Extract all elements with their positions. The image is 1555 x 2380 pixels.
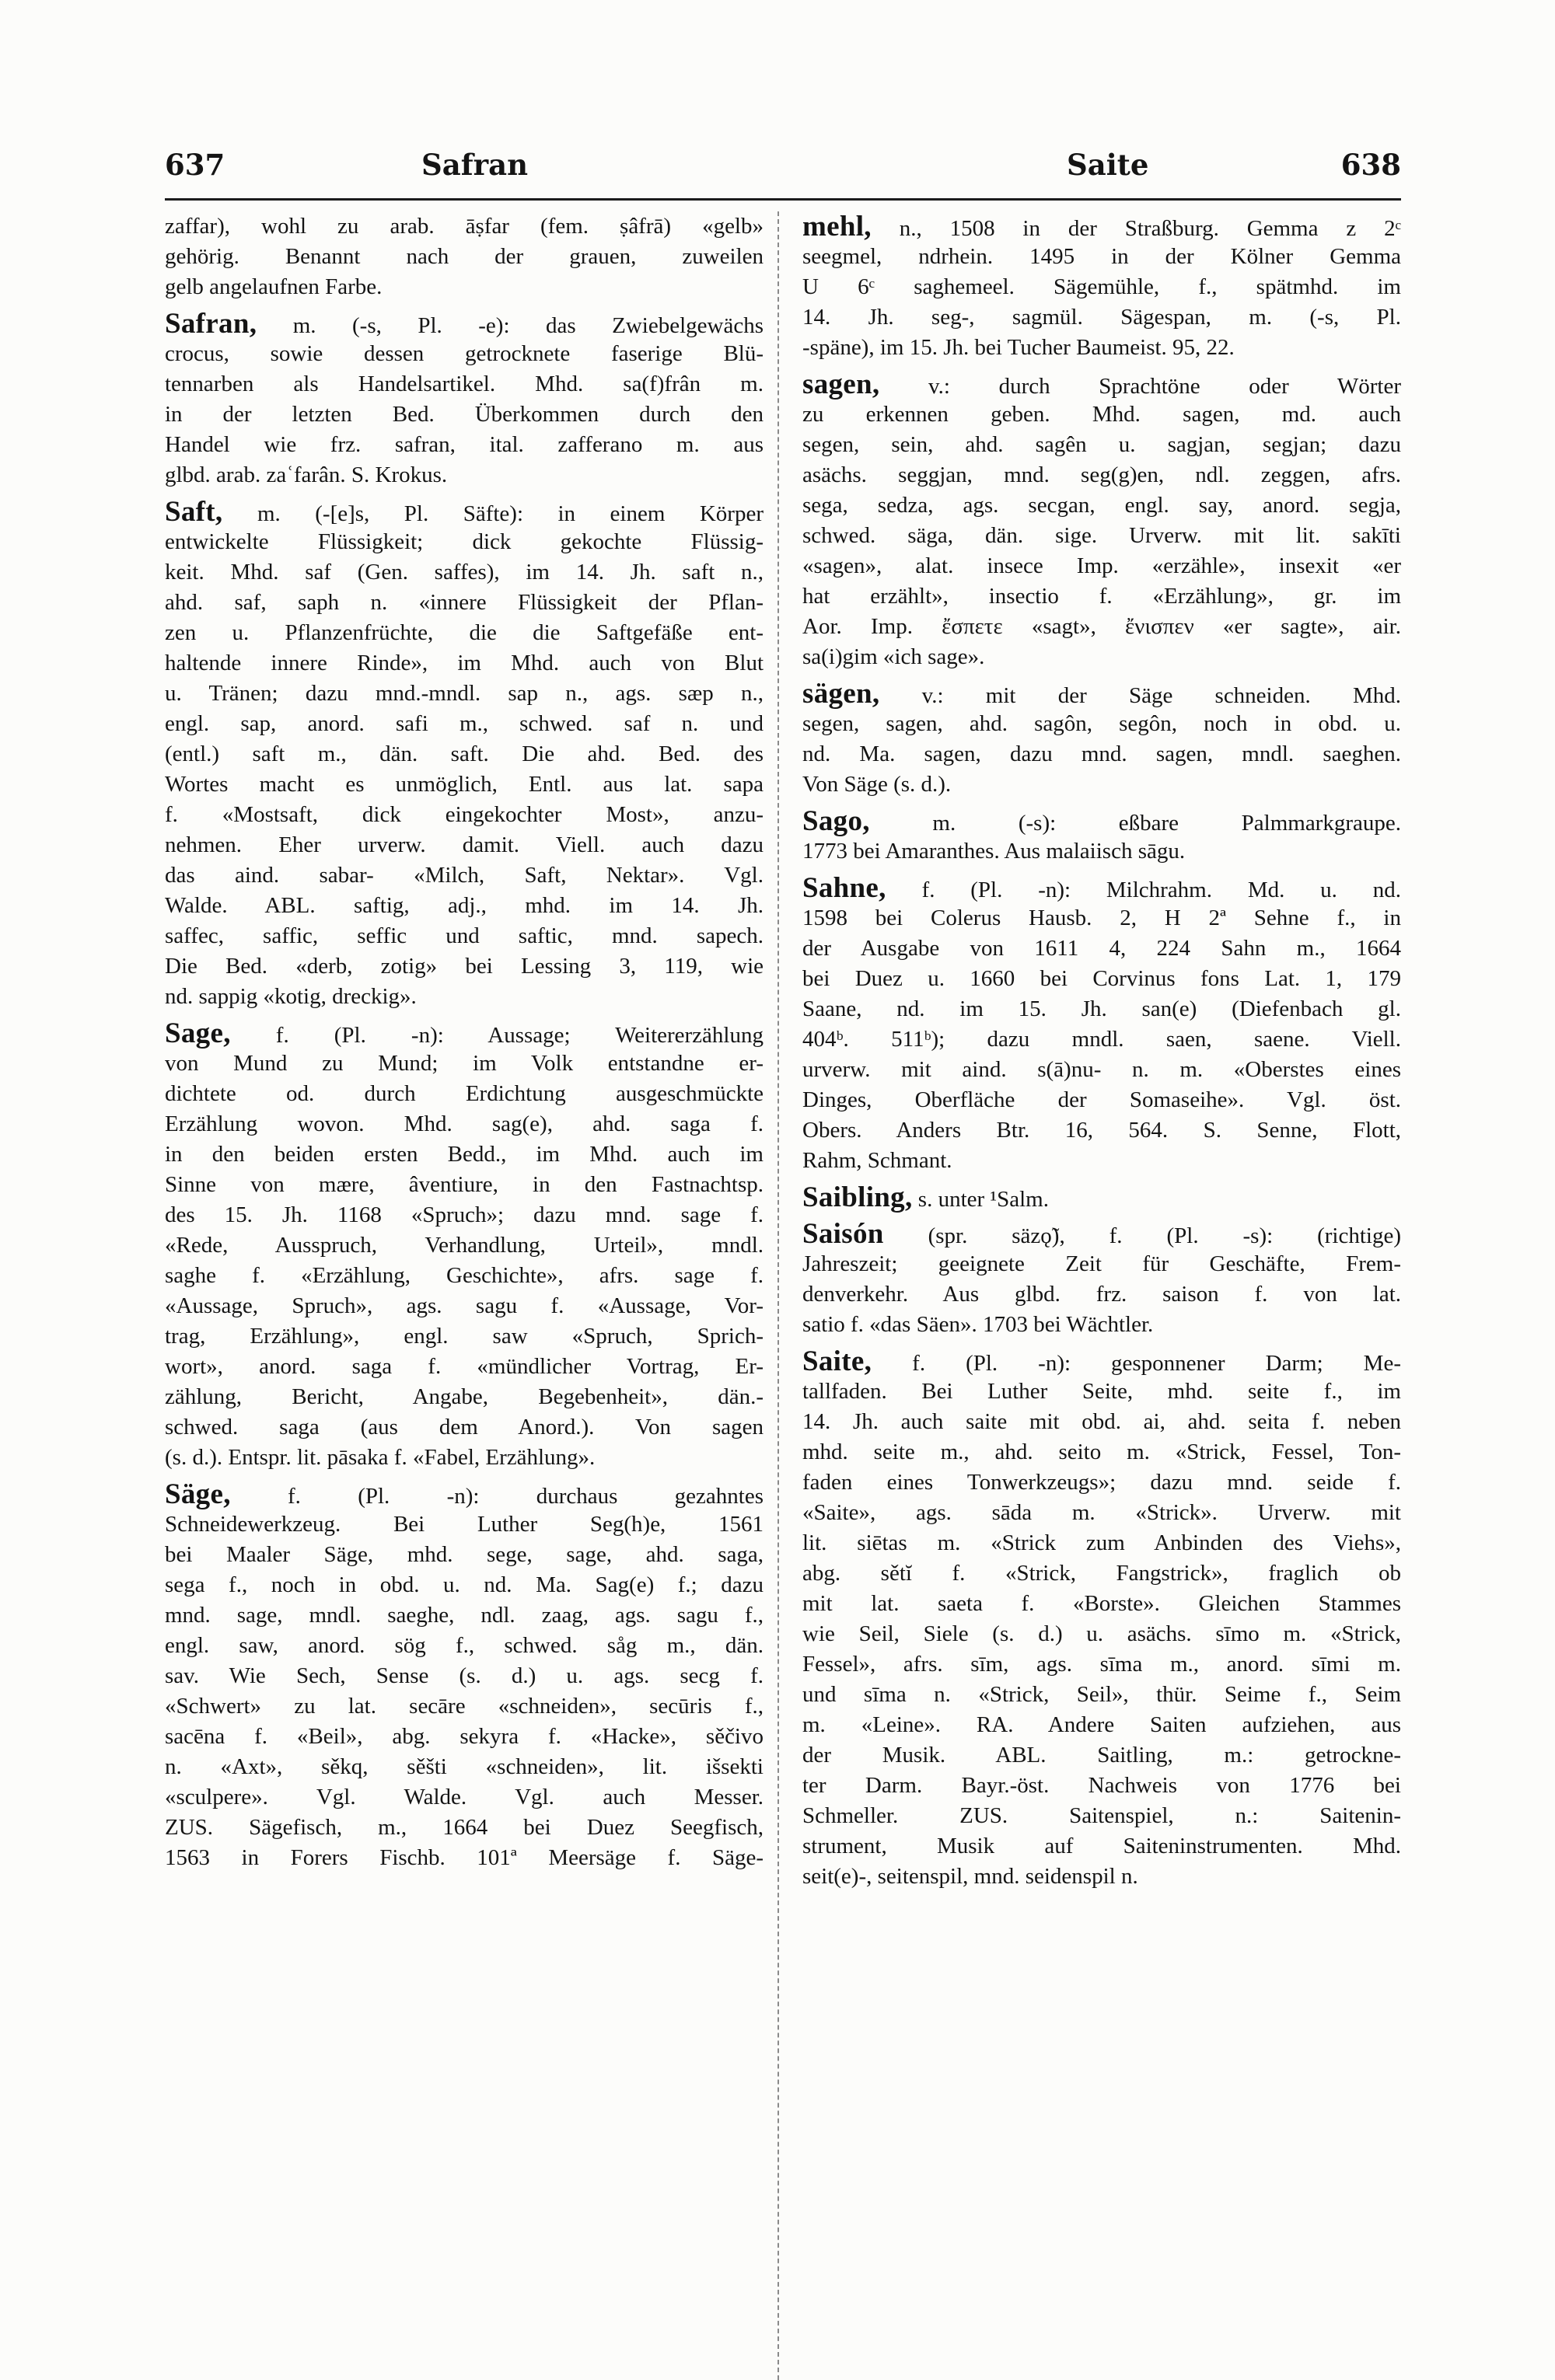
entry-first-line [165,1018,764,1049]
entry-line: 1563 in Forers Fischb. 101ª Meersäge f. Säge- [165,1845,764,1870]
entry-line: 14. Jh. auch saite mit obd. ai, ahd. seita f. neben [802,1409,1401,1434]
entry-line: seegmel, ndrhein. 1495 in der Kölner Gemma [802,244,1401,269]
entry-line: segen, sagen, ahd. sagôn, segôn, noch in obd. u. [802,711,1401,736]
entry-line: Erzählung wovon. Mhd. sag(e), ahd. saga f. [165,1111,764,1136]
entry-line: des 15. Jh. 1168 «Spruch»; dazu mnd. sage f. [165,1202,764,1227]
entry-line: trag, Erzählung», engl. saw «Spruch, Sprich- [165,1324,764,1349]
entry-line: Walde. ABL. saftig, adj., mhd. im 14. Jh. [165,893,764,918]
entry-safran [165,309,764,490]
headword: Sahne, [802,873,886,903]
entry-saison [802,1219,1401,1340]
entry-first-line [802,679,1401,709]
entry-line: Jahreszeit; geeignete Zeit für Geschäfte, Frem- [802,1251,1401,1276]
entry-line: in den beiden ersten Bedd., im Mhd. auch im [165,1142,764,1167]
entry-line: tennarben als Handelsartikel. Mhd. sa(f)frân m. [165,372,764,396]
entry-line: (entl.) saft m., dän. saft. Die ahd. Bed. des [165,742,764,766]
entry-line: entwickelte Flüssigkeit; dick gekochte Flüssig- [165,529,764,554]
entry-line: denverkehr. Aus glbd. frz. saison f. von lat. [802,1282,1401,1307]
entry-line: U 6ᶜ saghemeel. Sägemühle, f., spätmhd. im [802,274,1401,299]
entry-first-line [802,1346,1401,1377]
entry-line: nd. Ma. sagen, dazu mnd. sagen, mndl. saeghen. [802,742,1401,766]
entry-line: gelb angelaufnen Farbe. [165,274,383,299]
entry-line: faden eines Tonwerkzeugs»; dazu mnd. seide f. [802,1470,1401,1495]
entry-line: mit lat. saeta f. «Borste». Gleichen Stammes [802,1591,1401,1616]
entry-line: tallfaden. Bei Luther Seite, mhd. seite f., im [802,1379,1401,1404]
entry-first-line [165,309,764,339]
right-column [802,211,1401,2310]
entry-line: wort», anord. saga f. «mündlicher Vortrag, Er- [165,1354,764,1379]
entry-line: sav. Wie Sech, Sense (s. d.) u. ags. secg f. [165,1663,764,1688]
entry-line: Handel wie frz. safran, ital. zafferano m. aus [165,432,764,457]
left-page-number: 637 [165,148,225,182]
entry-sagen [802,369,1401,672]
entry-line: 1773 bei Amaranthes. Aus malaiisch sāgu. [802,839,1186,864]
headword: Saite, [802,1346,872,1377]
entry-line: von Mund zu Mund; im Volk entstandne er- [165,1051,764,1076]
entry-line: der Ausgabe von 1611 4, 224 Sahn m., 1664 [802,936,1401,961]
entry-line: (s. d.). Entspr. lit. pāsaka f. «Fabel, Erzählung». [165,1445,596,1470]
entry-line: urverw. mit aind. s(ā)nu- n. m. «Oberstes eines [802,1057,1401,1082]
entry-line: «sculpere». Vgl. Walde. Vgl. auch Messer. [165,1785,764,1809]
entry-line: schwed. saga (aus dem Anord.). Von sagen [165,1415,764,1440]
entry-line: «Aussage, Spruch», ags. sagu f. «Aussage, Vor- [165,1293,764,1318]
entry-line: 1598 bei Colerus Hausb. 2, H 2ª Sehne f., in [802,906,1401,930]
entry-line: n. «Axt», sěkq, sěšti «schneiden», lit. išsekti [165,1754,764,1779]
entry-zaffar-continuation [165,211,764,302]
entry-first-line [165,497,764,527]
entry-line: satio f. «das Säen». 1703 bei Wächtler. [802,1312,1154,1337]
entry-line: 14. Jh. seg-, sagmül. Sägespan, m. (-s, Pl. [802,305,1401,330]
entry-line: ter Darm. Bayr.-öst. Nachweis von 1776 bei [802,1773,1401,1798]
entry-line: gehörig. Benannt nach der grauen, zuweilen [165,244,764,269]
entry-line: zen u. Pflanzenfrüchte, die die Saftgefäße ent- [165,620,764,645]
headword: Säge, [165,1479,231,1509]
entry-first-line [802,1219,1401,1249]
entry-line: mhd. seite m., ahd. seito m. «Strick, Fessel, Ton- [802,1440,1401,1464]
entry-first-line [802,1182,1401,1213]
entry-line: nehmen. Eher urverw. damit. Viell. auch dazu [165,832,764,857]
entry-line: zaffar), wohl zu arab. āṣfar (fem. ṣâfrā) «gelb» [165,214,764,239]
entry-line: ZUS. Sägefisch, m., 1664 bei Duez Seegfisch, [165,1815,764,1840]
entry-line: -späne), im 15. Jh. bei Tucher Baumeist. 95, 22. [802,335,1235,360]
headword: mehl, [802,211,872,242]
column-divider [778,211,779,2380]
entry-text: f. (Pl. -n): gesponnener Darm; Me- [872,1351,1401,1376]
entry-line: Die Bed. «derb, zotig» bei Lessing 3, 119, wie [165,954,764,979]
entry-line: hat erzählt», insectio f. «Erzählung», gr. im [802,584,1401,609]
entry-first-line [802,369,1401,400]
entry-line: glbd. arab. zaʿfarân. S. Krokus. [165,462,448,487]
left-column [165,211,764,2310]
entry-saegemehl-continuation [802,211,1401,363]
entry-line: Aor. Imp. ἔσπετε «sagt», ἔνισπεν «er sagte», air. [802,614,1401,639]
entry-line: lit. siētas m. «Strick zum Anbinden des Viehs», [802,1530,1401,1555]
entry-line: m. «Leine». RA. Andere Saiten aufziehen, aus [802,1712,1401,1737]
entry-text: s. unter ¹Salm. [912,1187,1049,1212]
entry-line: zählung, Bericht, Angabe, Begebenheit», dän.- [165,1384,764,1409]
entry-line: der Musik. ABL. Saitling, m.: getrockne- [802,1743,1401,1768]
entry-line: «Rede, Ausspruch, Verhandlung, Urteil», mndl. [165,1233,764,1258]
entry-text: f. (Pl. -n): durchaus gezahntes [230,1484,764,1509]
entry-first-line [802,211,1401,242]
entry-line: «sagen», alat. insece Imp. «erzähle», insexit «er [802,553,1401,578]
entry-line: keit. Mhd. saf (Gen. saffes), im 14. Jh. saft n., [165,560,764,585]
headword: sagen, [802,369,880,400]
entry-line: segen, sein, ahd. sagên u. sagjan, segjan; dazu [802,432,1401,457]
entry-saibling [802,1182,1401,1213]
entry-line: mnd. sage, mndl. saeghe, ndl. zaag, ags. sagu f., [165,1603,764,1628]
entry-line: abg. sětĭ f. «Strick, Fangstrick», fraglich ob [802,1561,1401,1586]
entry-line: «Schwert» zu lat. secāre «schneiden», secūris f., [165,1694,764,1719]
entry-line: Dinges, Oberfläche der Somaseihe». Vgl. öst. [802,1087,1401,1112]
entry-line: Von Säge (s. d.). [802,772,952,797]
entry-line: sa(i)gim «ich sage». [802,644,985,669]
entry-line: seit(e)-, seitenspil, mnd. seidenspil n. [802,1864,1138,1889]
headword: Saibling, [802,1182,913,1213]
entry-line: und sīma n. «Strick, Seil», thür. Seime f., Seim [802,1682,1401,1707]
entry-line: nd. sappig «kotig, dreckig». [165,984,417,1009]
entry-line: saghe f. «Erzählung, Geschichte», afrs. sage f. [165,1263,764,1288]
entry-line: sega f., noch in obd. u. nd. Ma. Sag(e) f.; dazu [165,1572,764,1597]
entry-saegen [802,679,1401,800]
entry-text: m. (-[e]s, Pl. Säfte): in einem Körper [222,501,764,526]
entry-first-line [802,873,1401,903]
entry-line: dichtete od. durch Erdichtung ausgeschmückte [165,1081,764,1106]
right-page-number: 638 [1340,148,1401,182]
entry-line: u. Tränen; dazu mnd.-mndl. sap n., ags. sæp n., [165,681,764,706]
entry-line: Obers. Anders Btr. 16, 564. S. Senne, Flott, [802,1118,1401,1143]
entry-line: saffec, saffic, seffic und saftic, mnd. sapech. [165,923,764,948]
entry-line: Sinne von mære, âventiure, in den Fastnachtsp. [165,1172,764,1197]
entry-line: wie Seil, Siele (s. d.) u. asächs. sīmo m. «Strick, [802,1621,1401,1646]
entry-text: f. (Pl. -n): Aussage; Weitererzählung [230,1023,764,1048]
entry-text: m. (-s, Pl. -e): das Zwiebelgewächs [257,313,764,338]
entry-line: Schmeller. ZUS. Saitenspiel, n.: Saitenin- [802,1803,1401,1828]
headword: Saft, [165,497,223,527]
entry-text: n., 1508 in der Straßburg. Gemma z 2ᶜ [871,216,1401,241]
headword: Safran, [165,309,257,339]
entry-line: zu erkennen geben. Mhd. sagen, md. auch [802,402,1401,427]
entry-text: v.: mit der Säge schneiden. Mhd. [879,683,1401,708]
entry-text: v.: durch Sprachtöne oder Wörter [879,374,1401,399]
entry-line: haltende innere Rinde», im Mhd. auch von Blut [165,651,764,675]
entry-line: strument, Musik auf Saiteninstrumenten. Mhd. [802,1834,1401,1858]
entry-line: Fessel», afrs. sīm, ags. sīma m., anord. sīmi m. [802,1652,1401,1677]
entry-line: ahd. saf, saph n. «innere Flüssigkeit der Pflan- [165,590,764,615]
entry-sago [802,806,1401,867]
entry-line: asächs. seggjan, mnd. seg(g)en, ndl. zeggen, afrs. [802,462,1401,487]
entry-line: schwed. säga, dän. sige. Urverw. mit lit. sakīti [802,523,1401,548]
entry-text: f. (Pl. -n): Milchrahm. Md. u. nd. [886,878,1401,902]
entry-line: Saane, nd. im 15. Jh. san(e) (Diefenbach gl. [802,996,1401,1021]
entry-line: crocus, sowie dessen getrocknete faserige Blü- [165,341,764,366]
entry-text: m. (-s): eßbare Palmmarkgraupe. [869,811,1401,836]
entry-line: «Saite», ags. sāda m. «Strick». Urverw. mit [802,1500,1401,1525]
entry-line: bei Duez u. 1660 bei Corvinus fons Lat. 1, 179 [802,966,1401,991]
headword: Sage, [165,1018,231,1049]
entry-saite [802,1346,1401,1892]
entry-line: bei Maaler Säge, mhd. sege, sage, ahd. saga, [165,1542,764,1567]
entry-line: Rahm, Schmant. [802,1148,952,1173]
entry-line: Wortes macht es unmöglich, Entl. aus lat. sapa [165,772,764,797]
entry-line: sacēna f. «Beil», abg. sekyra f. «Hacke», sěčivo [165,1724,764,1749]
entry-first-line [165,1479,764,1509]
entry-sahne [802,873,1401,1176]
entry-first-line [802,806,1401,836]
entry-saege [165,1479,764,1873]
entry-saft [165,497,764,1012]
left-running-head: Safran [421,148,528,182]
headword: Sago, [802,806,870,836]
entry-line: das aind. sabar- «Milch, Saft, Nektar». Vgl. [165,863,764,888]
page-header [165,148,1401,196]
right-running-head: Saite [1067,148,1149,182]
entry-text: (spr. säzǫ̃), f. (Pl. -s): (richtige) [883,1223,1401,1248]
entry-line: sega, sedza, ags. secgan, engl. say, anord. segja, [802,493,1401,518]
entry-line: 404ᵇ. 511ᵇ); dazu mndl. saen, saene. Viell. [802,1027,1401,1052]
entry-line: engl. sap, anord. safi m., schwed. saf n. und [165,711,764,736]
headword: sägen, [802,679,880,709]
headword: Saisón [802,1219,884,1249]
entry-line: f. «Mostsaft, dick eingekochter Most», anzu- [165,802,764,827]
entry-line: Schneidewerkzeug. Bei Luther Seg(h)e, 1561 [165,1512,764,1537]
entry-line: in der letzten Bed. Überkommen durch den [165,402,764,427]
entry-line: engl. saw, anord. sög f., schwed. såg m., dän. [165,1633,764,1658]
header-rule [165,198,1401,201]
entry-sage [165,1018,764,1473]
